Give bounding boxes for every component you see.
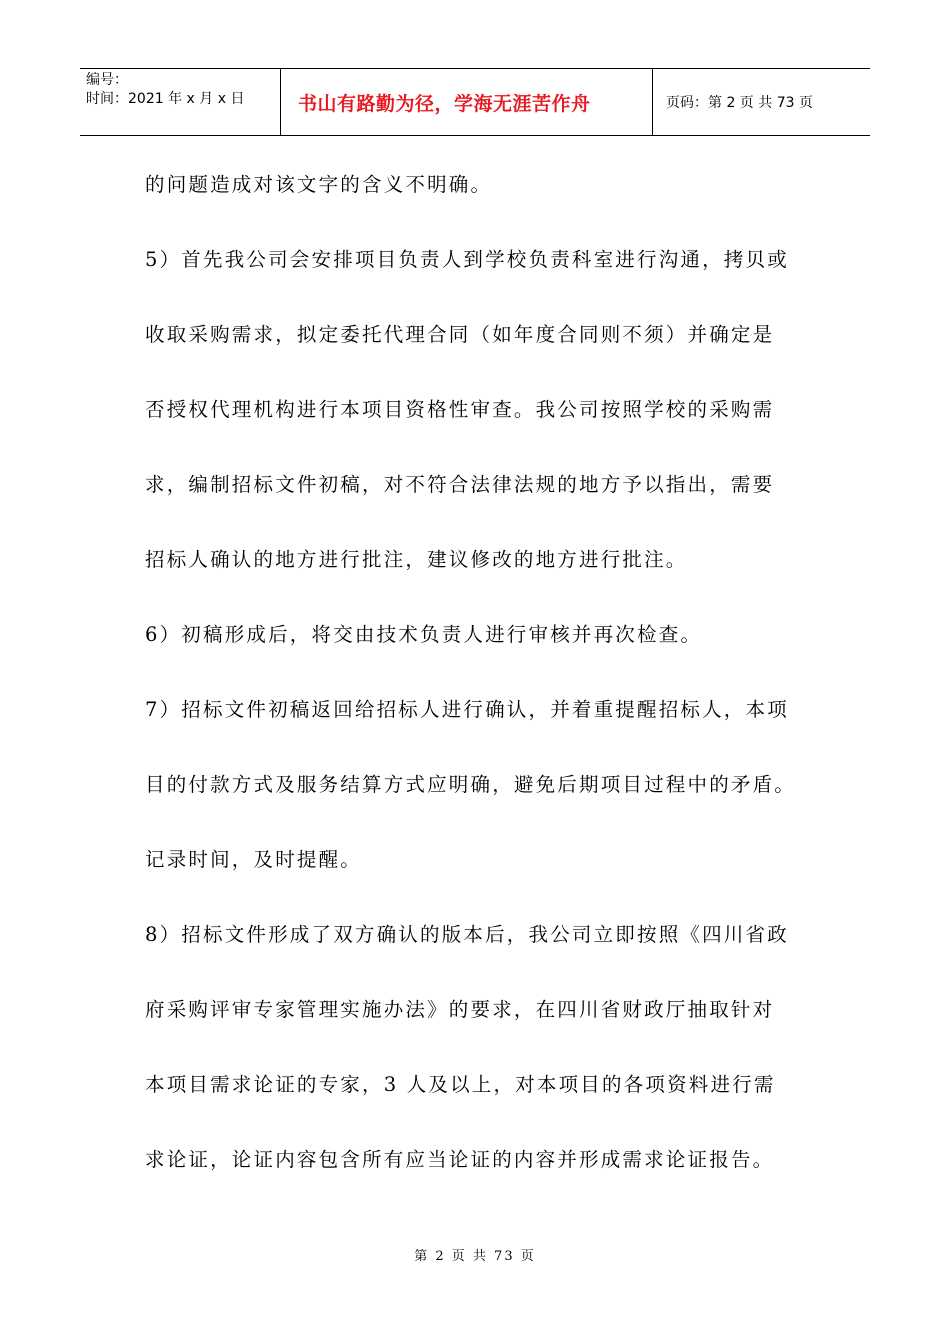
footer-page-number: 第 2 页 共 73 页: [414, 1249, 536, 1264]
header-page-info: 页码：第 2 页 共 73 页: [666, 95, 813, 111]
body-line: 府采购评审专家管理实施办法》的要求，在四川省财政厅抽取针对: [145, 998, 775, 1021]
body-line: 8）招标文件形成了双方确认的版本后，我公司立即按照《四川省政: [145, 923, 789, 946]
body-line: 5）首先我公司会安排项目负责人到学校负责科室进行沟通，拷贝或: [145, 248, 789, 271]
page-footer: [0, 1245, 950, 1264]
body-line: 招标人确认的地方进行批注，建议修改的地方进行批注。: [145, 548, 688, 571]
body-line: 目的付款方式及服务结算方式应明确，避免后期项目过程中的矛盾。: [145, 773, 797, 796]
header-motto-cell: [281, 69, 653, 135]
document-number-label: 编号：: [86, 72, 128, 88]
header-meta-cell: [80, 69, 281, 135]
document-body: [145, 165, 825, 1215]
body-line: 7）招标文件初稿返回给招标人进行确认，并着重提醒招标人，本项: [145, 698, 789, 721]
body-line: 求论证，论证内容包含所有应当论证的内容并形成需求论证报告。: [145, 1148, 775, 1171]
page-header: [80, 68, 870, 136]
body-line: 否授权代理机构进行本项目资格性审查。我公司按照学校的采购需: [145, 398, 775, 421]
body-line: 求，编制招标文件初稿，对不符合法律法规的地方予以指出，需要: [145, 473, 775, 496]
body-line: 收取采购需求，拟定委托代理合同（如年度合同则不须）并确定是: [145, 323, 775, 346]
body-line: 6）初稿形成后，将交由技术负责人进行审核并再次检查。: [145, 623, 703, 646]
body-line: 本项目需求论证的专家，3 人及以上，对本项目的各项资料进行需: [145, 1073, 776, 1096]
body-line: 记录时间，及时提醒。: [145, 848, 363, 871]
header-page-cell: [653, 69, 870, 135]
body-line: 的问题造成对该文字的含义不明确。: [145, 173, 493, 196]
header-motto: 书山有路勤为径，学海无涯苦作舟: [298, 92, 591, 115]
document-date: 时间：2021 年 x 月 x 日: [86, 91, 245, 107]
